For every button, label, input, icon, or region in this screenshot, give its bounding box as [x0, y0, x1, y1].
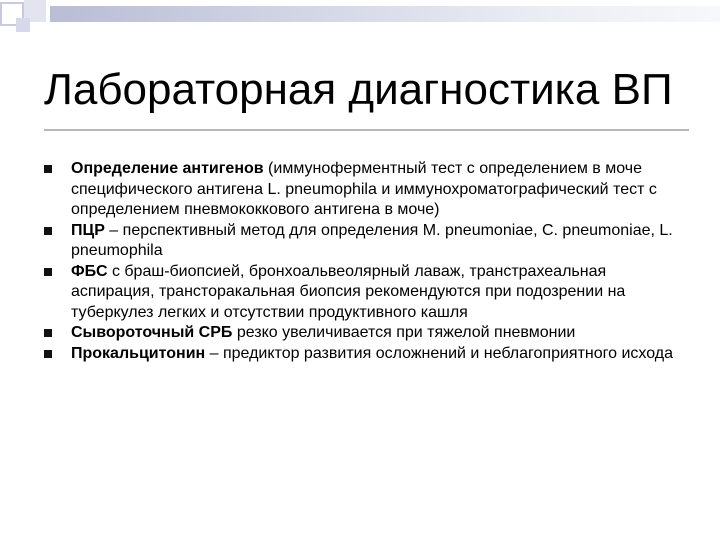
- square-bullet-icon: [44, 329, 52, 337]
- bullet-bold-text: Сывороточный СРБ: [71, 324, 233, 341]
- decor-square-small: [16, 18, 30, 32]
- square-bullet-icon: [44, 165, 52, 173]
- square-bullet-icon: [44, 350, 52, 358]
- bullet-item: [44, 323, 684, 344]
- bullet-text: – предиктор развития осложнений и неблагоприятного исхода: [205, 344, 674, 362]
- bullet-item: [44, 262, 684, 324]
- bullet-bold-text: Определение антигенов: [71, 160, 264, 177]
- bullet-bold-text: ФБС: [71, 262, 108, 280]
- square-bullet-icon: [44, 227, 52, 235]
- bullet-list: [44, 159, 684, 364]
- bullet-text: (иммуноферментный тест с определением в моче специфического антигена L. pneumophila и иммунохроматографический тест с определением пневмококкового антигена в моче): [71, 160, 657, 218]
- bullet-item: [44, 344, 684, 365]
- bullet-item: [44, 221, 684, 262]
- top-gradient-band: [50, 6, 720, 22]
- bullet-text: – перспективный метод для определения M. pneumoniae, C. pneumoniae, L. pneumophila: [71, 221, 673, 259]
- title-divider: [44, 129, 689, 131]
- bullet-bold-text: ПЦР: [71, 221, 105, 239]
- bullet-item: [44, 159, 684, 221]
- bullet-text: резко увеличивается при тяжелой пневмонии: [232, 324, 576, 341]
- bullet-text: с браш-биопсией, бронхоальвеолярный лаваж, транстрахеальная аспирация, трансторакальная биопсия рекомендуются при подозрении на туберкулез легких и отсутствии продуктивного кашля: [71, 262, 626, 321]
- square-bullet-icon: [44, 268, 52, 276]
- slide-title: Лабораторная диагностика ВП: [44, 65, 673, 114]
- bullet-bold-text: Прокальцитонин: [71, 344, 206, 362]
